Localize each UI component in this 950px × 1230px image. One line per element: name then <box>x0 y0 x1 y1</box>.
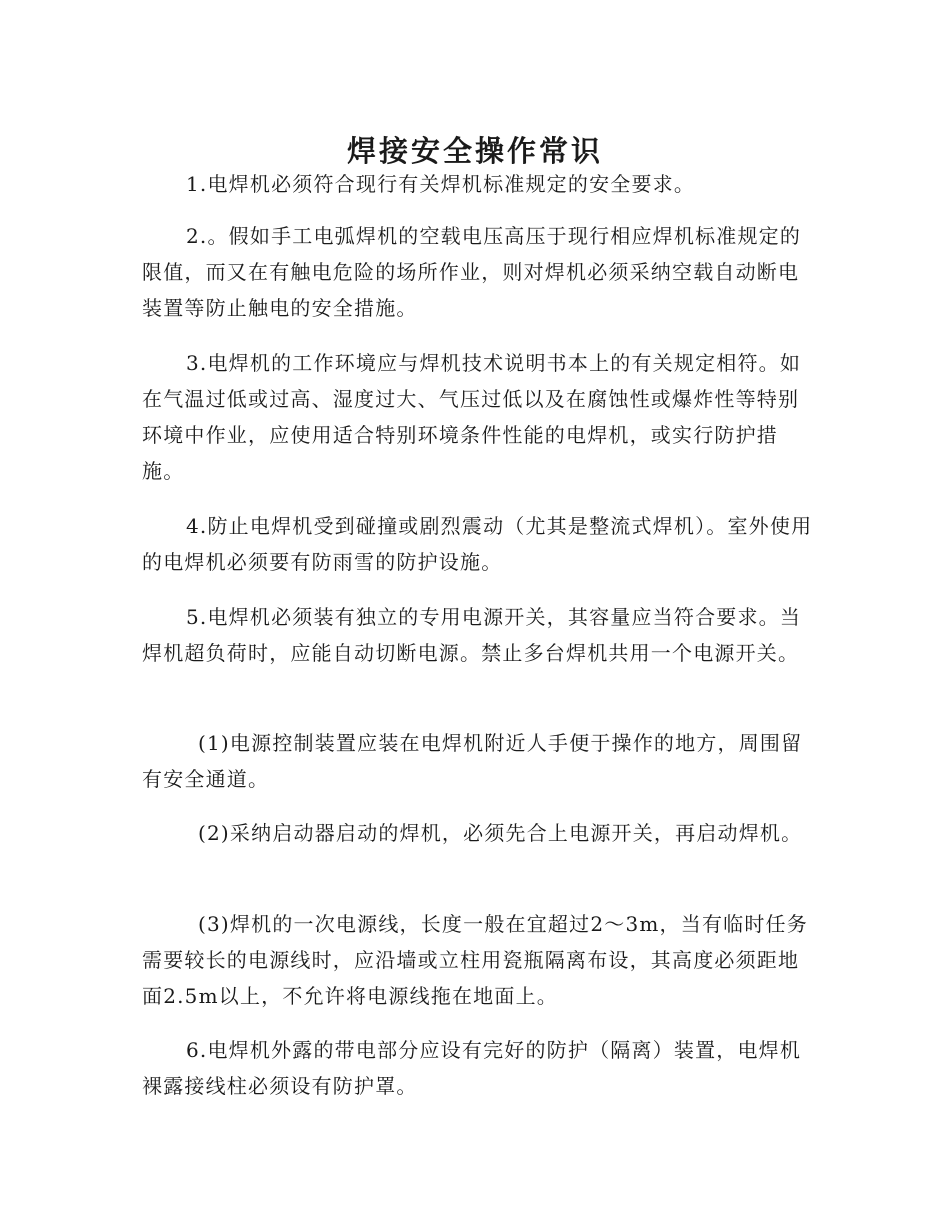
sub-item-3: (3)焊机的一次电源线，长度一般在宜超过2～3m，当有临时任务需要较长的电源线时，应沿墙或立柱用瓷瓶隔离布设，其高度必须距地面2.5m以上，不允许将电源线拖在地面上。 <box>142 912 808 1008</box>
paragraph-6: 6.电焊机外露的带电部分应设有完好的防护（隔离）装置，电焊机裸露接线柱必须设有防护罩。 <box>142 1038 802 1098</box>
paragraph-1: 1.电焊机必须符合现行有关焊机标准规定的安全要求。 <box>186 172 696 196</box>
paragraph-5: 5.电焊机必须装有独立的专用电源开关，其容量应当符合要求。当焊机超负荷时，应能自动切断电源。禁止多台焊机共用一个电源开关。 <box>142 605 802 665</box>
page-title: 焊接安全操作常识 <box>346 134 603 169</box>
paragraph-2: 2.。假如手工电弧焊机的空载电压高压于现行相应焊机标准规定的限值，而又在有触电危险的场所作业，则对焊机必须采纳空载自动断电装置等防止触电的安全措施。 <box>142 224 802 320</box>
sub-item-1: (1)电源控制装置应装在电焊机附近人手便于操作的地方，周围留有安全通道。 <box>142 731 803 791</box>
sub-item-2: (2)采纳启动器启动的焊机，必须先合上电源开关，再启动焊机。 <box>198 821 803 845</box>
paragraph-4: 4.防止电焊机受到碰撞或剧烈震动（尤其是整流式焊机）。室外使用的电焊机必须要有防雨雪的防护设施。 <box>142 514 813 574</box>
paragraph-3: 3.电焊机的工作环境应与焊机技术说明书本上的有关规定相符。如在气温过低或过高、湿度过大、气压过低以及在腐蚀性或爆炸性等特别环境中作业，应使用适合特别环境条件性能的电焊机，或实行防护措施。 <box>142 351 802 483</box>
